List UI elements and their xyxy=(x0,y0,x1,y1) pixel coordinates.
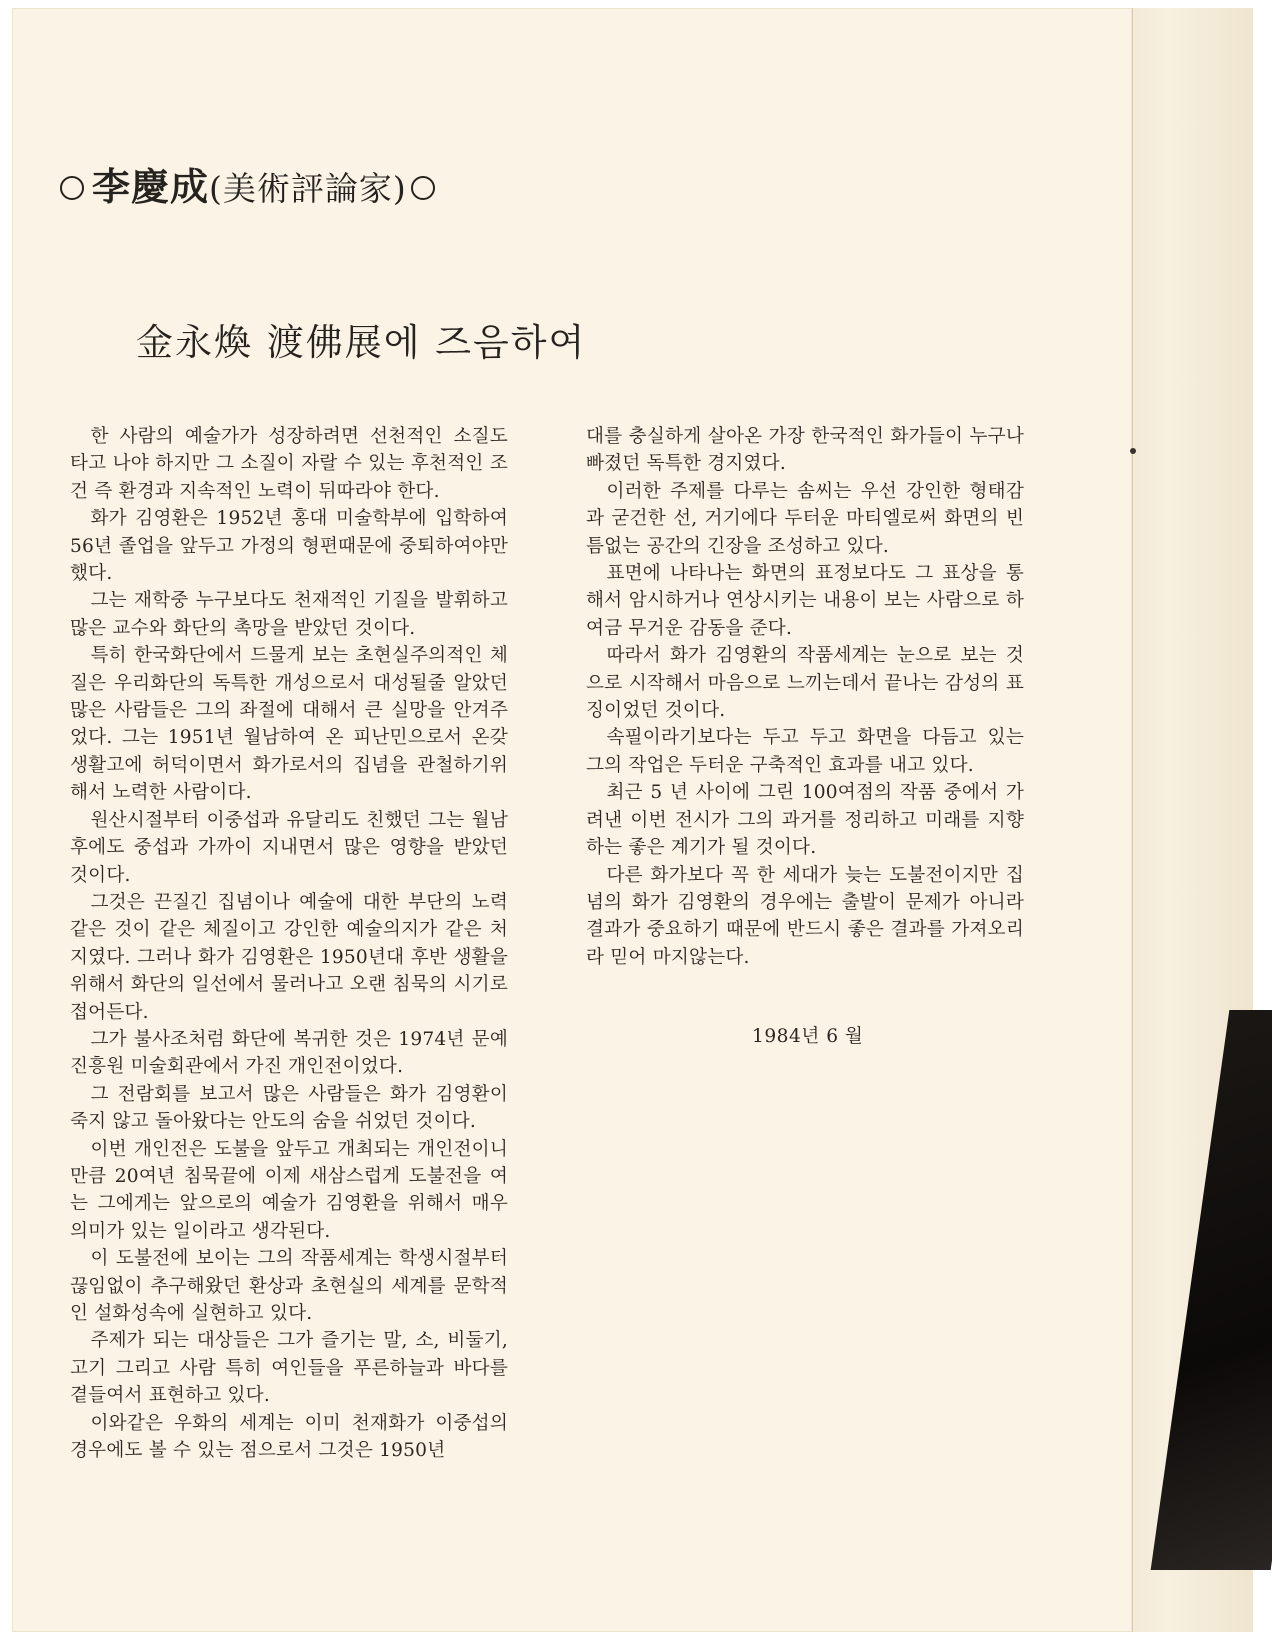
paragraph: 표면에 나타나는 화면의 표정보다도 그 표상을 통해서 암시하거나 연상시키는 내용이 보는 사람으로 하여금 무거운 감동을 준다. xyxy=(586,563,1024,639)
paragraph: 특히 한국화단에서 드물게 보는 초현실주의적인 체질은 우리화단의 독특한 개성으로서 대성될줄 알았던 많은 사람들은 그의 좌절에 대해서 큰 실망을 안겨주었다. 그는 1951년 월남하여 온 피난민으로서 온갖 생활고에 허덕이면서 화가로서의 집념을 관철하기위해서 노력한 사람이다. xyxy=(70,645,508,804)
article-date: 1984년 6 월 xyxy=(752,1026,864,1047)
article-column-left xyxy=(70,423,508,1464)
paragraph: 이와같은 우화의 세계는 이미 천재화가 이중섭의 경우에도 볼 수 있는 점으로서 그것은 1950년 xyxy=(70,1412,508,1462)
author-name: 李慶成 xyxy=(92,164,210,209)
paragraph: 이번 개인전은 도불을 앞두고 개최되는 개인전이니만큼 20여년 침묵끝에 이제 새삼스럽게 도불전을 여는 그에게는 앞으로의 예술가 김영환을 위해서 매우 의미가 있는 일이라고 생각된다. xyxy=(70,1138,508,1242)
paper-spot xyxy=(1130,448,1136,454)
paragraph: 화가 김영환은 1952년 홍대 미술학부에 입학하여 56년 졸업을 앞두고 가정의 형편때문에 중퇴하여야만 했다. xyxy=(70,508,508,585)
author-role: (美術評論家) xyxy=(209,169,407,208)
article-column-right xyxy=(586,423,1024,971)
paragraph: 따라서 화가 김영환의 작품세계는 눈으로 보는 것으로 시작해서 마음으로 느끼는데서 끝나는 감성의 표징이었던 것이다. xyxy=(586,645,1024,722)
paragraph: 그는 재학중 누구보다도 천재적인 기질을 발휘하고 많은 교수와 화단의 촉망을 받았던 것이다. xyxy=(70,590,508,639)
paragraph: 최근 5 년 사이에 그린 100여점의 작품 중에서 가려낸 이번 전시가 그의 과거를 정리하고 미래를 지향하는 좋은 계기가 될 것이다. xyxy=(586,782,1024,859)
paragraph: 다른 화가보다 꼭 한 세대가 늦는 도불전이지만 집념의 화가 김영환의 경우에는 출발이 문제가 아니라 결과가 중요하기 때문에 반드시 좋은 결과를 가져오리라 믿어 마지않는다. xyxy=(586,864,1024,968)
paragraph: 그 전람회를 보고서 많은 사람들은 화가 김영환이 죽지 않고 돌아왔다는 안도의 숨을 쉬었던 것이다. xyxy=(70,1083,508,1133)
paragraph: 한 사람의 예술가가 성장하려면 선천적인 소질도 타고 나야 하지만 그 소질이 자랄 수 있는 후천적인 조건 즉 환경과 지속적인 노력이 뒤따라야 한다. xyxy=(70,426,508,502)
circle-ornament-icon xyxy=(60,176,84,200)
paragraph: 원산시절부터 이중섭과 유달리도 친했던 그는 월남후에도 중섭과 가까이 지내면서 많은 영향을 받았던 것이다. xyxy=(70,809,508,886)
author-byline xyxy=(60,156,435,211)
paragraph: 이 도불전에 보이는 그의 작품세계는 학생시절부터 끊임없이 추구해왔던 환상과 초현실의 세계를 문학적인 설화성속에 실현하고 있다. xyxy=(70,1248,508,1324)
paragraph: 속필이라기보다는 두고 두고 화면을 다듬고 있는 그의 작업은 두터운 구축적인 효과를 내고 있다. xyxy=(586,727,1024,776)
circle-ornament-icon xyxy=(411,176,435,200)
paragraph-continuation: 대를 충실하게 살아온 가장 한국적인 화가들이 누구나 빠졌던 독특한 경지였다. xyxy=(586,426,1024,475)
paragraph: 그가 불사조처럼 화단에 복귀한 것은 1974년 문예진흥원 미술회관에서 가진 개인전이었다. xyxy=(70,1028,508,1078)
paragraph: 주제가 되는 대상들은 그가 즐기는 말, 소, 비둘기, 고기 그리고 사람 특히 여인들을 푸른하늘과 바다를 곁들여서 표현하고 있다. xyxy=(70,1330,508,1407)
paragraph: 이러한 주제를 다루는 솜씨는 우선 강인한 형태감과 굳건한 선, 거기에다 두터운 마티엘로써 화면의 빈틈없는 공간의 긴장을 조성하고 있다. xyxy=(586,480,1024,557)
article-title: 金永煥 渡佛展에 즈음하여 xyxy=(136,321,587,364)
paragraph: 그것은 끈질긴 집념이나 예술에 대한 부단의 노력같은 것이 같은 체질이고 강인한 예술의지가 같은 처지였다. 그러나 화가 김영환은 1950년대 후반 생활을 위해서 화단의 일선에서 물러나고 오랜 침묵의 시기로 접어든다. xyxy=(70,891,508,1023)
